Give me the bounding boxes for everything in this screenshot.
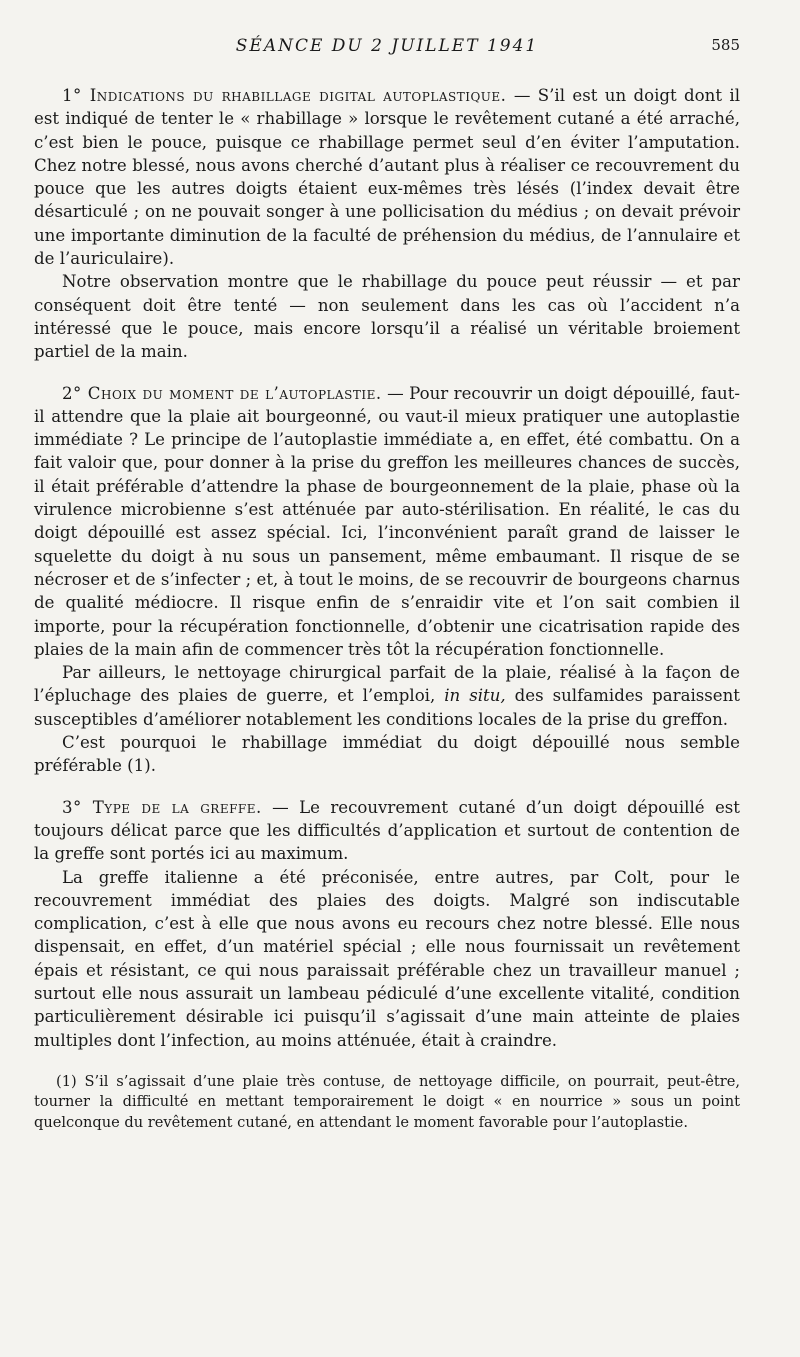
paragraph — [34, 661, 740, 731]
paragraph-text: — Le recouvrement cutané d’un doigt dépouillé est toujours délicat parce que les difficultés d’application et surtout de contention de la greffe sont portés ici au maximum. — [34, 797, 740, 864]
page-number: 585 — [711, 36, 740, 54]
running-title: SÉANCE DU 2 JUILLET 1941 — [235, 36, 539, 56]
paragraph-text: — S’il est un doigt dont il est indiqué de tenter le « rhabillage » lorsque le revêtement cutané a été arraché, c’est bien le pouce, puisque ce rhabillage permet seul d’en éviter l’amputation. Chez notre blessé, nous avons cherché d’autant plus à réaliser ce recouvrement du pouce que les autres doigts étaient eux-mêmes très lésés (l’index devait être désarticulé ; on ne pouvait songer à une pollicisation du médius ; on devait prévoir une importante diminution de la faculté de préhension du médius, de l’annulaire et de l’auriculaire). — [34, 86, 741, 269]
page — [34, 32, 740, 1133]
paragraph: La greffe italienne a été préconisée, entre autres, par Colt, pour le recouvrement immédiat des plaies des doigts. Malgré son indiscutable complication, c’est à elle que nous avons eu recours chez notre blessé. Elle nous dispensait, en effet, d’un matériel spécial ; elle nous fournissait un revêtement épais et résistant, ce qui nous paraissait préférable chez un travailleur manuel ; surtout elle nous assurait un lambeau pédiculé d’une excellente vitalité, condition particulièrement désirable ici puisqu’il s’agissait d’une main atteinte de plaies multiples dont l’infection, au moins atténuée, était à craindre. — [34, 867, 740, 1050]
section-heading: 2° Choix du moment de l’autoplastie. — [62, 383, 382, 403]
section-heading: 3° Type de la greffe. — [62, 797, 262, 817]
footnote: (1) S’il s’agissait d’une plaie très contuse, de nettoyage difficile, on pourrait, peut-être, tourner la difficulté en mettant temporairement le doigt « en nourrice » sous un point quelconque du revêtement cutané, en attendant le moment favorable pour l’autoplastie. — [34, 1072, 740, 1131]
paragraph — [34, 382, 740, 662]
running-head — [34, 32, 740, 66]
section-heading: 1° Indications du rhabillage digital autoplastique. — [62, 86, 507, 105]
italic-term: in situ, — [444, 686, 506, 706]
paragraph-text: Par ailleurs, le nettoyage chirurgical parfait de la plaie, réalisé à la façon de l’épluchage des plaies de guerre, et l’emploi, — [34, 663, 740, 706]
section-type-greffe — [34, 796, 740, 1052]
paragraph — [34, 84, 740, 270]
paragraph: C’est pourquoi le rhabillage immédiat du doigt dépouillé nous semble préférable (1). — [34, 733, 740, 776]
paragraph-text: des sulfamides paraissent susceptibles d’améliorer notablement les conditions locales de la prise du greffon. — [34, 686, 740, 729]
section-choix-moment — [34, 382, 740, 778]
body-text — [34, 84, 740, 1052]
paragraph-text: — Pour recouvrir un doigt dépouillé, faut-il attendre que la plaie ait bourgeonné, ou vaut-il mieux pratiquer une autoplastie immédiate ? Le principe de l’autoplastie immédiate a, en effet, été combattu. On a fait valoir que, pour donner à la prise du greffon les meilleures chances de succès, il était préférable d’attendre la phase de bourgeonnement de la plaie, phase où la virulence microbienne s’est atténuée par auto-stérilisation. En réalité, le cas du doigt dépouillé est assez spécial. Ici, l’inconvénient paraît grand de laisser le squelette du doigt à nu sous un pansement, même embaumant. Il risque de se nécroser et de s’infecter ; et, à tout le moins, de se recouvrir de bourgeons charnus de qualité médiocre. Il risque enfin de s’enraidir vite et l’on sait combien il importe, pour la récupération fonctionnelle, d’obtenir une cicatrisation rapide des plaies de la main afin de commencer très tôt la récupération fonctionnelle. — [34, 383, 741, 659]
section-indications — [34, 84, 740, 364]
paragraph: Notre observation montre que le rhabillage du pouce peut réussir — et par conséquent doit être tenté — non seulement dans les cas où l’accident n’a intéressé que le pouce, mais encore lorsqu’il a réalisé un véritable broiement partiel de la main. — [34, 272, 740, 362]
footnotes — [34, 1072, 740, 1134]
paragraph — [34, 796, 740, 866]
